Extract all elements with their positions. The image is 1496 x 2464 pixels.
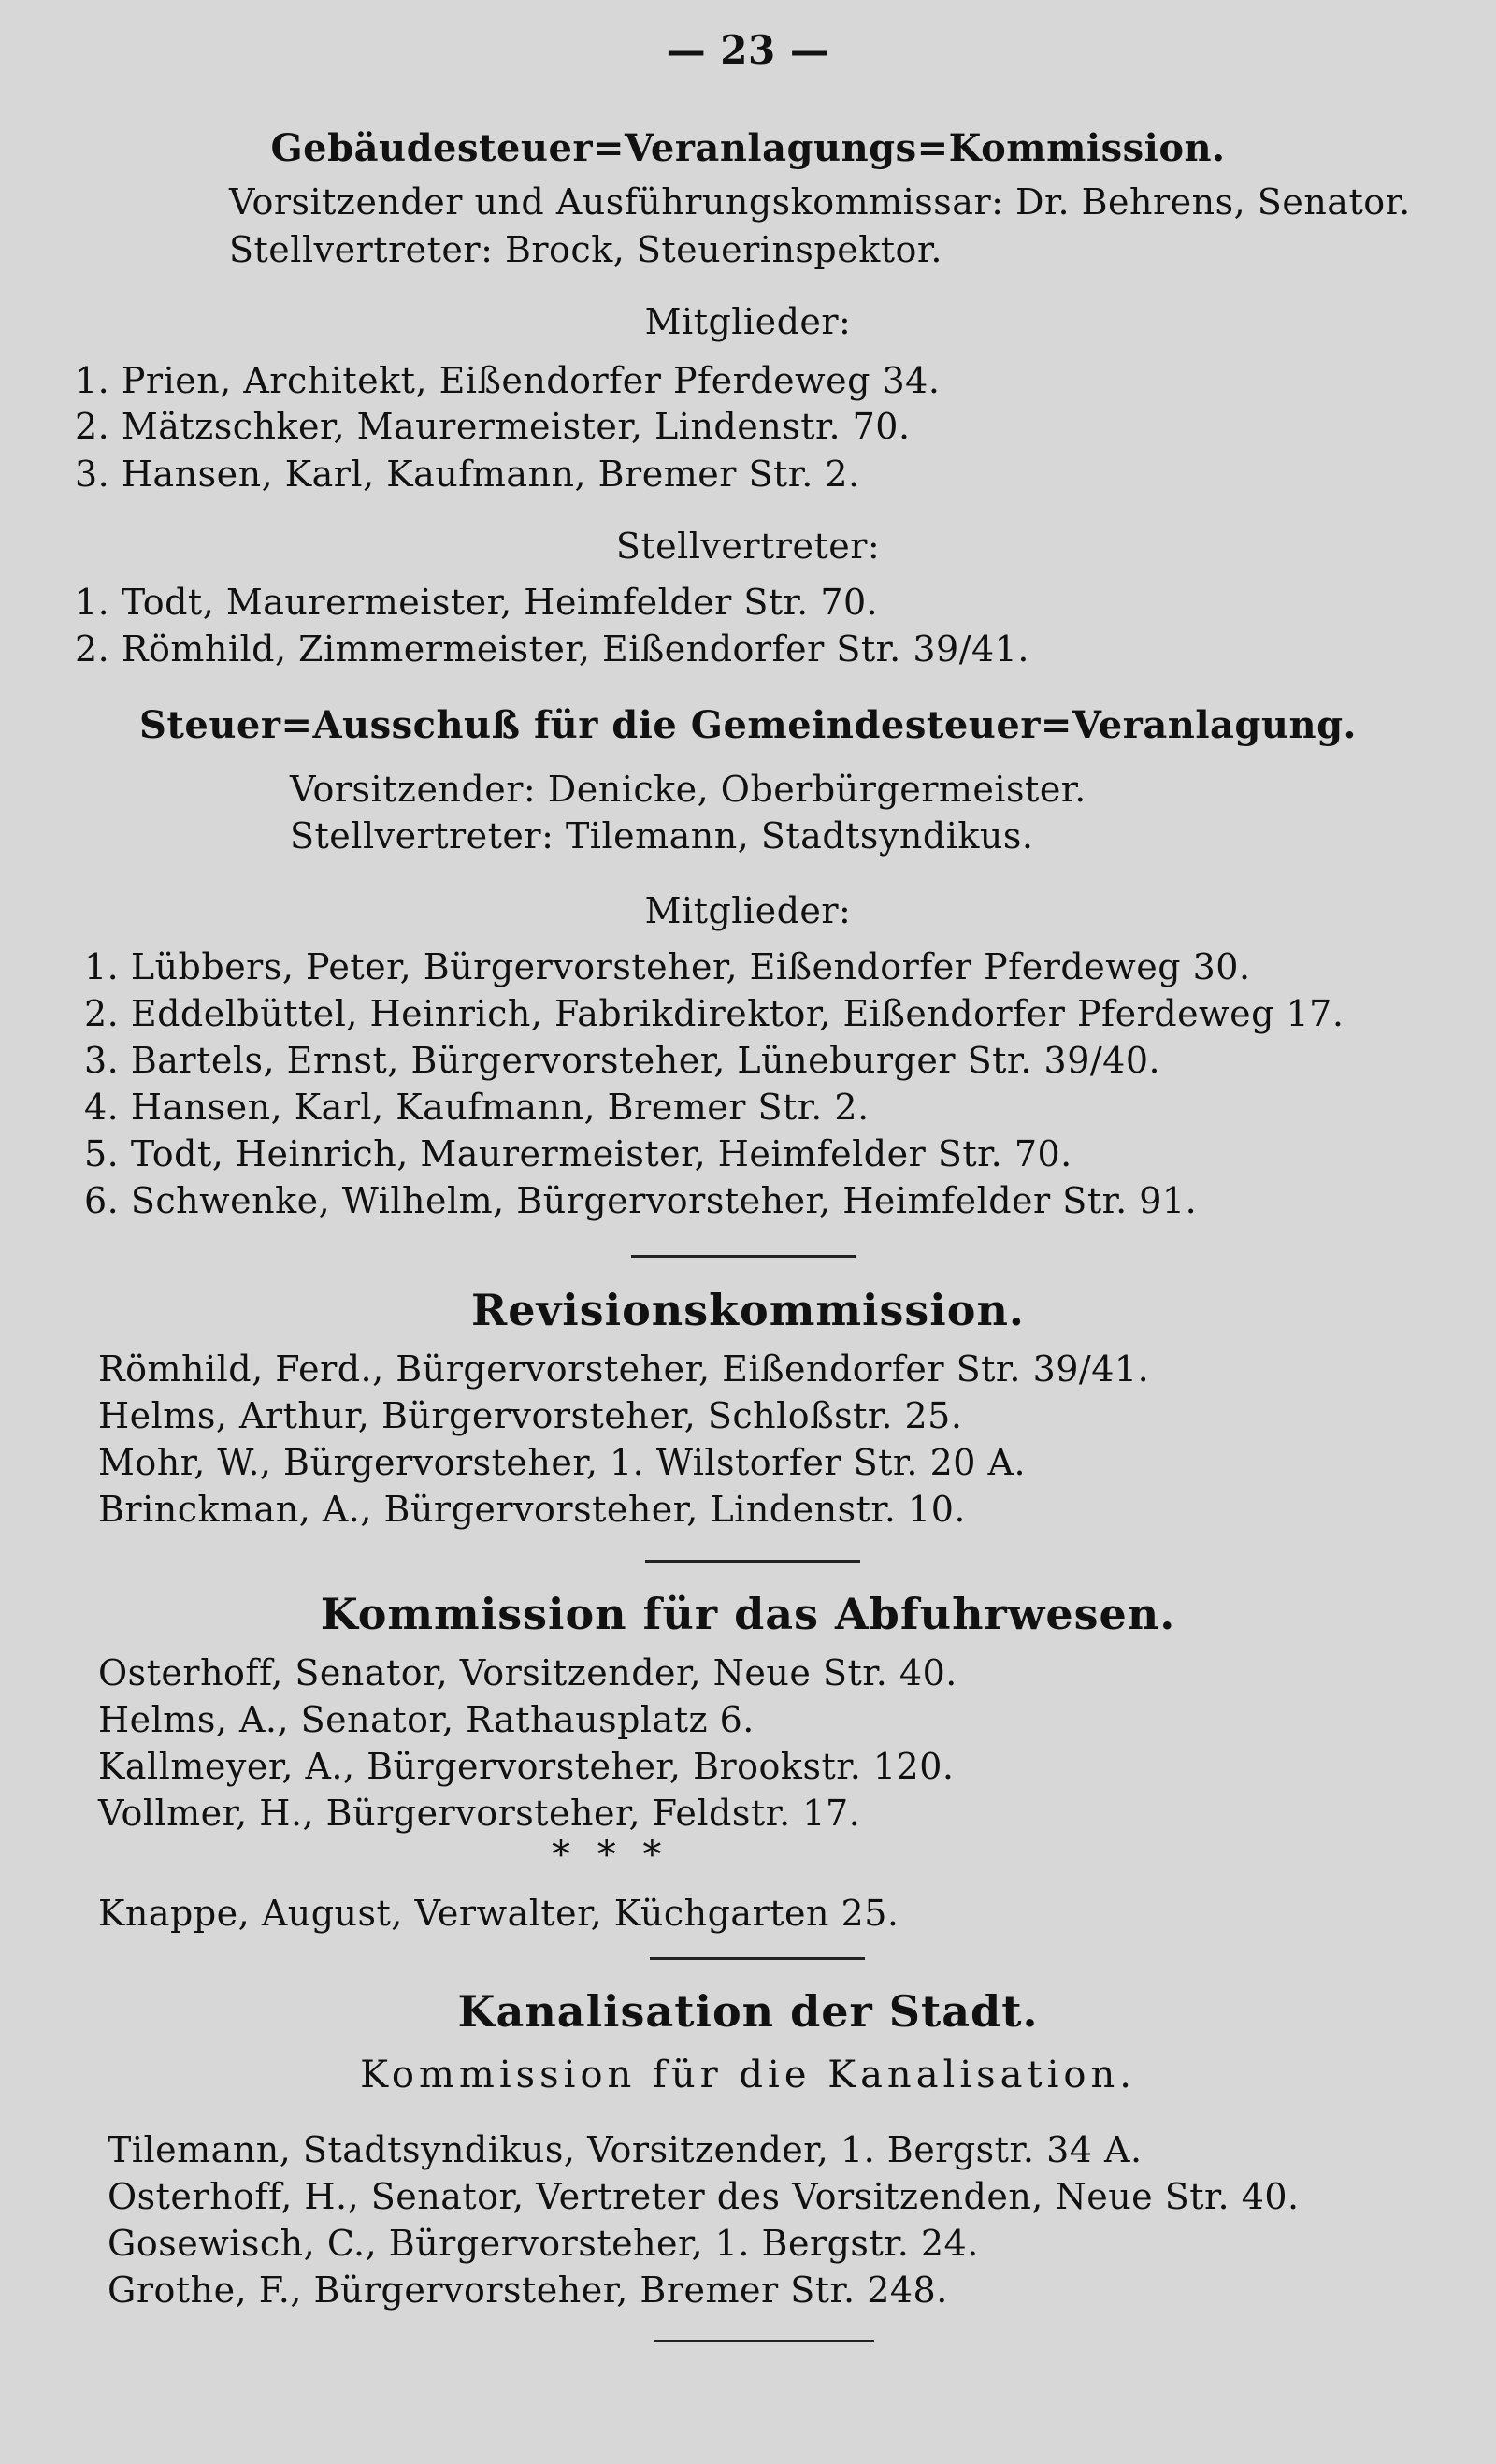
list-item: Tilemann, Stadtsyndikus, Vorsitzender, 1. Bergstr. 34 A.: [108, 2129, 1143, 2170]
list-item: Mohr, W., Bürgervorsteher, 1. Wilstorfer Str. 20 A.: [98, 1442, 1027, 1483]
list-item: 1. Prien, Architekt, Eißendorfer Pferdeweg 34.: [75, 360, 941, 401]
list-item: 5. Todt, Heinrich, Maurermeister, Heimfelder Str. 70.: [84, 1133, 1072, 1174]
list-item: 1. Lübbers, Peter, Bürgervorsteher, Eißendorfer Pferdeweg 30.: [84, 946, 1251, 987]
list-item: Brinckman, A., Bürgervorsteher, Lindenstr. 10.: [98, 1489, 966, 1530]
deputies-heading: Stellvertreter:: [615, 526, 881, 567]
list-item: Osterhoff, Senator, Vorsitzender, Neue Str. 40.: [98, 1652, 957, 1693]
section-title-steuerausschuss: Steuer=Ausschuß für die Gemeindesteuer=Veranlagung.: [139, 703, 1357, 747]
members-heading: Mitglieder:: [644, 890, 852, 931]
divider: [631, 1255, 856, 1258]
list-item: 3. Hansen, Karl, Kaufmann, Bremer Str. 2.: [75, 454, 860, 495]
list-item: 2. Römhild, Zimmermeister, Eißendorfer Str. 39/41.: [75, 628, 1029, 670]
list-item: Osterhoff, H., Senator, Vertreter des Vorsitzenden, Neue Str. 40.: [108, 2176, 1300, 2217]
section-title-gebaeudesteuer: Gebäudesteuer=Veranlagungs=Kommission.: [270, 126, 1226, 170]
chair-line: Vorsitzender und Ausführungskommissar: Dr. Behrens, Senator.: [229, 181, 1411, 223]
divider: [645, 1560, 860, 1563]
divider: [654, 2340, 874, 2342]
deputy-line: Stellvertreter: Tilemann, Stadtsyndikus.: [290, 815, 1034, 857]
section-title-revision: Revisionskommission.: [471, 1285, 1025, 1335]
section-title-kanalisation: Kanalisation der Stadt.: [457, 1986, 1039, 2037]
list-item: Vollmer, H., Bürgervorsteher, Feldstr. 17.: [98, 1793, 861, 1834]
members-heading: Mitglieder:: [644, 301, 852, 342]
list-item: Kallmeyer, A., Bürgervorsteher, Brookstr. 120.: [98, 1746, 955, 1787]
deputy-line: Stellvertreter: Brock, Steuerinspektor.: [229, 229, 942, 270]
list-item: Grothe, F., Bürgervorsteher, Bremer Str. 248.: [108, 2269, 948, 2311]
section-subtitle: Kommission für die Kanalisation.: [360, 2053, 1136, 2097]
list-item: Knappe, August, Verwalter, Küchgarten 25.: [98, 1893, 899, 1934]
divider: [650, 1957, 865, 1960]
section-title-abfuhrwesen: Kommission für das Abfuhrwesen.: [320, 1589, 1176, 1639]
list-item: 4. Hansen, Karl, Kaufmann, Bremer Str. 2.: [84, 1087, 870, 1128]
list-item: Helms, Arthur, Bürgervorsteher, Schloßstr. 25.: [98, 1395, 963, 1436]
list-item: Römhild, Ferd., Bürgervorsteher, Eißendorfer Str. 39/41.: [98, 1348, 1150, 1390]
list-item: Helms, A., Senator, Rathausplatz 6.: [98, 1699, 755, 1740]
list-item: 1. Todt, Maurermeister, Heimfelder Str. 70.: [75, 582, 879, 623]
list-item: 6. Schwenke, Wilhelm, Bürgervorsteher, Heimfelder Str. 91.: [84, 1180, 1198, 1221]
list-item: 3. Bartels, Ernst, Bürgervorsteher, Lüneburger Str. 39/40.: [84, 1040, 1161, 1081]
list-item: Gosewisch, C., Bürgervorsteher, 1. Bergstr. 24.: [108, 2223, 979, 2264]
page-number: — 23 —: [666, 27, 830, 73]
asterism: * * *: [552, 1834, 669, 1877]
list-item: 2. Mätzschker, Maurermeister, Lindenstr. 70.: [75, 406, 911, 447]
list-item: 2. Eddelbüttel, Heinrich, Fabrikdirektor, Eißendorfer Pferdeweg 17.: [84, 993, 1345, 1034]
chair-line: Vorsitzender: Denicke, Oberbürgermeister.: [290, 769, 1086, 810]
